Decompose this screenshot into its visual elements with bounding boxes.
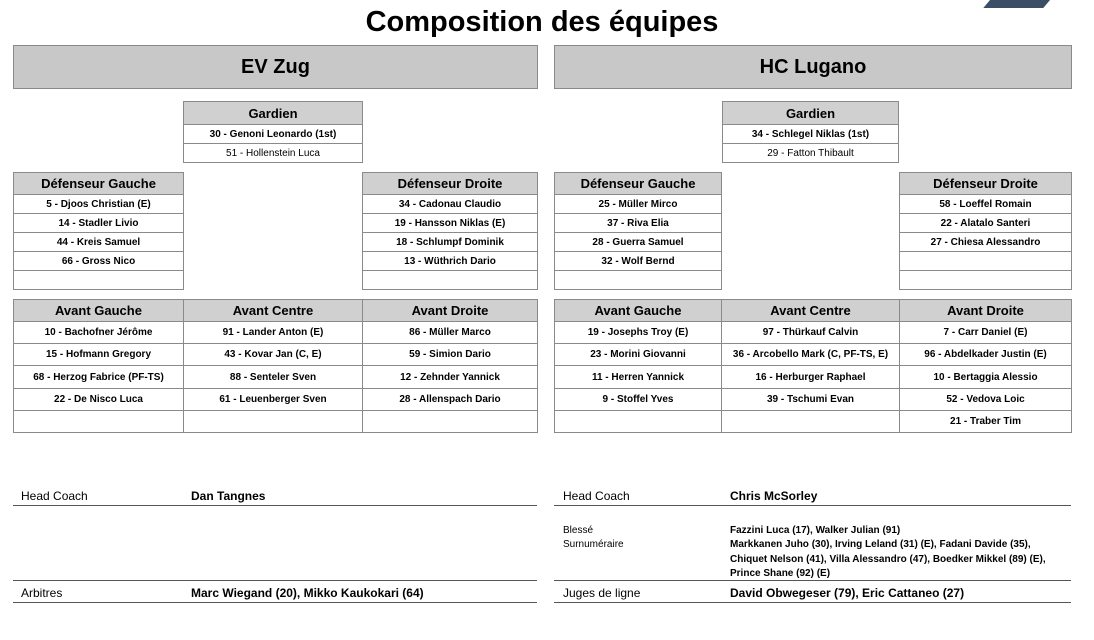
player-row (13, 411, 184, 433)
divider (13, 580, 537, 581)
player-row: 22 - Alatalo Santeri (899, 214, 1072, 233)
away-ld-table (554, 172, 722, 290)
player-row: 15 - Hofmann Gregory (13, 344, 184, 366)
divider (554, 602, 1071, 603)
player-row: 97 - Thürkauf Calvin (721, 322, 900, 344)
player-row: 34 - Cadonau Claudio (362, 195, 538, 214)
ld-header: Défenseur Gauche (13, 172, 184, 195)
away-coach-name: Chris McSorley (730, 489, 818, 503)
lw-header: Avant Gauche (13, 299, 184, 322)
player-row (554, 411, 722, 433)
player-row (721, 411, 900, 433)
injured-label: Blessé (563, 525, 594, 536)
lw-header: Avant Gauche (554, 299, 722, 322)
extra-line: Markkanen Juho (30), Irving Leland (31) (E), Fadani Davide (35), (730, 539, 1031, 550)
player-row: 28 - Allenspach Dario (362, 389, 538, 411)
home-goalie-table (183, 101, 363, 163)
player-row: 91 - Lander Anton (E) (183, 322, 363, 344)
page-title: Composition des équipes (365, 6, 719, 38)
player-row: 18 - Schlumpf Dominik (362, 233, 538, 252)
player-row: 21 - Traber Tim (899, 411, 1072, 433)
player-row: 5 - Djoos Christian (E) (13, 195, 184, 214)
player-row: 16 - Herburger Raphael (721, 366, 900, 389)
away-coach-label: Head Coach (563, 489, 630, 503)
referees-names: Marc Wiegand (20), Mikko Kaukokari (64) (191, 586, 424, 600)
home-rw-table (362, 299, 538, 433)
goalie-header: Gardien (722, 101, 899, 125)
player-row: 32 - Wolf Bernd (554, 252, 722, 271)
player-row: 88 - Senteler Sven (183, 366, 363, 389)
player-row (183, 411, 363, 433)
player-row: 43 - Kovar Jan (C, E) (183, 344, 363, 366)
rd-header: Défenseur Droite (899, 172, 1072, 195)
c-header: Avant Centre (721, 299, 900, 322)
goalie-row: 30 - Genoni Leonardo (1st) (183, 125, 363, 144)
player-row (13, 271, 184, 290)
home-c-table (183, 299, 363, 433)
player-row: 9 - Stoffel Yves (554, 389, 722, 411)
ld-header: Défenseur Gauche (554, 172, 722, 195)
divider (554, 505, 1071, 506)
player-row (554, 271, 722, 290)
player-row (899, 252, 1072, 271)
goalie-row: 29 - Fatton Thibault (722, 144, 899, 163)
player-row: 25 - Müller Mirco (554, 195, 722, 214)
player-row: 10 - Bachofner Jérôme (13, 322, 184, 344)
home-lw-table (13, 299, 184, 433)
away-goalie-table (722, 101, 899, 163)
away-rw-table (899, 299, 1072, 433)
player-row: 36 - Arcobello Mark (C, PF-TS, E) (721, 344, 900, 366)
c-header: Avant Centre (183, 299, 363, 322)
player-row (899, 271, 1072, 290)
injured-list: Fazzini Luca (17), Walker Julian (91) (730, 525, 901, 536)
player-row: 7 - Carr Daniel (E) (899, 322, 1072, 344)
player-row: 27 - Chiesa Alessandro (899, 233, 1072, 252)
away-team-header: HC Lugano (554, 45, 1072, 89)
away-rd-table (899, 172, 1072, 290)
goalie-row: 51 - Hollenstein Luca (183, 144, 363, 163)
home-coach-label: Head Coach (21, 489, 88, 503)
player-row (362, 411, 538, 433)
player-row: 23 - Morini Giovanni (554, 344, 722, 366)
rw-header: Avant Droite (362, 299, 538, 322)
player-row: 86 - Müller Marco (362, 322, 538, 344)
player-row: 52 - Vedova Loic (899, 389, 1072, 411)
divider (554, 580, 1071, 581)
player-row: 13 - Wüthrich Dario (362, 252, 538, 271)
player-row: 28 - Guerra Samuel (554, 233, 722, 252)
extra-line: Prince Shane (92) (E) (730, 568, 831, 579)
player-row: 14 - Stadler Livio (13, 214, 184, 233)
home-team-header: EV Zug (13, 45, 538, 89)
player-row: 61 - Leuenberger Sven (183, 389, 363, 411)
goalie-row: 34 - Schlegel Niklas (1st) (722, 125, 899, 144)
player-row: 22 - De Nisco Luca (13, 389, 184, 411)
linesmen-names: David Obwegeser (79), Eric Cattaneo (27) (730, 586, 965, 600)
player-row: 12 - Zehnder Yannick (362, 366, 538, 389)
player-row: 11 - Herren Yannick (554, 366, 722, 389)
away-c-table (721, 299, 900, 433)
player-row: 37 - Riva Elia (554, 214, 722, 233)
referees-label: Arbitres (21, 586, 63, 600)
divider (13, 602, 537, 603)
home-ld-table (13, 172, 184, 290)
player-row: 96 - Abdelkader Justin (E) (899, 344, 1072, 366)
player-row: 58 - Loeffel Romain (899, 195, 1072, 214)
player-row: 19 - Hansson Niklas (E) (362, 214, 538, 233)
away-lw-table (554, 299, 722, 433)
rw-header: Avant Droite (899, 299, 1072, 322)
player-row: 10 - Bertaggia Alessio (899, 366, 1072, 389)
divider (13, 505, 537, 506)
player-row: 59 - Simion Dario (362, 344, 538, 366)
player-row: 68 - Herzog Fabrice (PF-TS) (13, 366, 184, 389)
rd-header: Défenseur Droite (362, 172, 538, 195)
player-row: 19 - Josephs Troy (E) (554, 322, 722, 344)
home-rd-table (362, 172, 538, 290)
player-row (362, 271, 538, 290)
goalie-header: Gardien (183, 101, 363, 125)
linesmen-label: Juges de ligne (563, 586, 641, 600)
player-row: 44 - Kreis Samuel (13, 233, 184, 252)
player-row: 39 - Tschumi Evan (721, 389, 900, 411)
extra-label: Surnuméraire (563, 539, 624, 550)
home-coach-name: Dan Tangnes (191, 489, 266, 503)
extra-line: Chiquet Nelson (41), Villa Alessandro (47), Boedker Mikkel (89) (E), (730, 554, 1046, 565)
player-row: 66 - Gross Nico (13, 252, 184, 271)
